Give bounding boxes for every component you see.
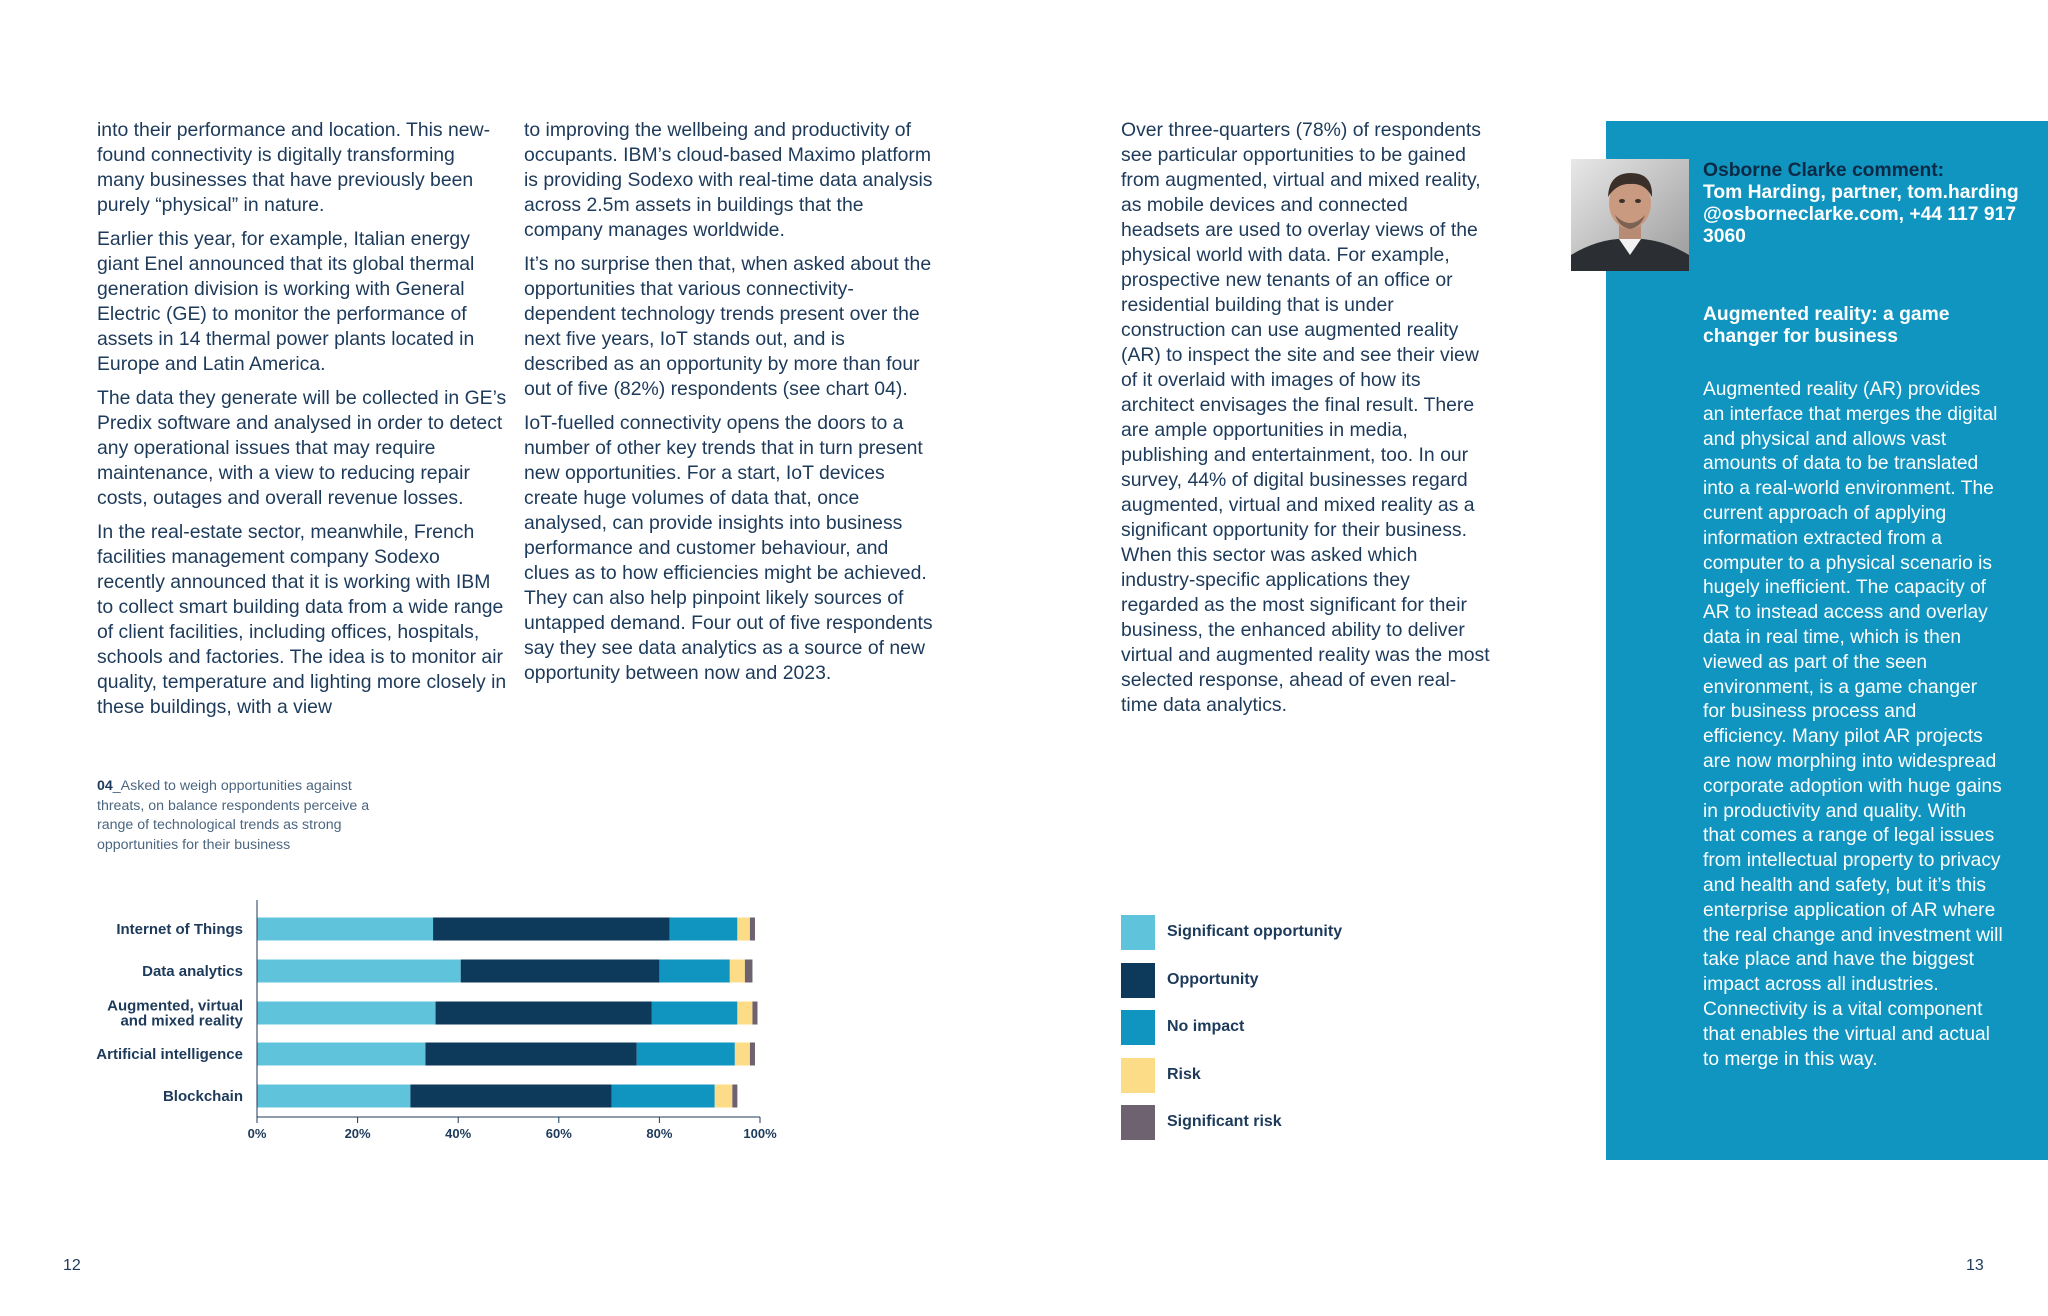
- bar-segment: [637, 1043, 735, 1066]
- category-label: Augmented, virtual: [107, 997, 243, 1015]
- category-label: Internet of Things: [116, 921, 243, 938]
- category-label: and mixed reality: [120, 1012, 243, 1030]
- chart-caption: [97, 777, 397, 855]
- bar-segment: [612, 1085, 715, 1108]
- sidebar-title: Augmented reality: a game changer for business: [1703, 304, 1950, 347]
- comment-heading-block: [1703, 160, 2023, 248]
- bars: [257, 918, 757, 1108]
- legend-item: [1121, 963, 1421, 999]
- bar-segment: [652, 1002, 738, 1025]
- bar-segment: [257, 960, 461, 983]
- bar-segment: [257, 1085, 410, 1108]
- bar-segment: [410, 1085, 611, 1108]
- chart-caption-text: _Asked to weigh opportunities against threats, on balance respondents perceive a range of technological trends as strong opportunities for their business: [97, 778, 370, 853]
- legend-item: [1121, 915, 1421, 951]
- paragraph: In the real-estate sector, meanwhile, French facilities management company Sodexo recently announced that it is working with IBM to collect smart building data from a wide range of client facilities, including offices, hospitals, schools and factories. The idea is to monitor air quality, temperature and lighting more closely in these buildings, with a view: [97, 521, 507, 718]
- category-label: Data analytics: [142, 963, 243, 980]
- bar-segment: [750, 918, 755, 941]
- paragraph: Over three-quarters (78%) of respondents see particular opportunities to be gained from augmented, virtual and mixed reality, as mobile devices and connected headsets are used to overlay views of the physical world with data. For example, prospective new tenants of an office or residential building that is under construction can use augmented reality (AR) to inspect the site and see their view of it overlaid with images of how its architect envisages the final result. There are ample opportunities in media, publishing and entertainment, too. In our survey, 44% of digital businesses regard augmented, virtual and mixed reality as a significant opportunity for their business. When this sector was asked which industry-specific applications they regarded as the most significant for their business, the enhanced ability to deliver virtual and augmented reality was the most selected response, ahead of even real-time data analytics.: [1121, 119, 1490, 716]
- bar-segment: [737, 1002, 752, 1025]
- legend-swatch: [1121, 1105, 1155, 1140]
- category-label: Blockchain: [162, 1088, 243, 1105]
- legend-label: Significant opportunity: [1167, 923, 1343, 940]
- sidebar-body: Augmented reality (AR) provides an interface that merges the digital and physical and allows vast amounts of data to be translated into a real-world environment. The current approach of applying information extracted from a computer to a physical scenario is hugely inefficient. The capacity of AR to instead access and overlay data in real time, which is then viewed as part of the seen environment, is a game changer for business process and efficiency. Many pilot AR projects are now morphing into widespread corporate adoption with huge gains in productivity and quality. With that comes a range of legal issues from intellectual property to privacy and health and safety, but it’s this enterprise application of AR where the real change and investment will take place and have the biggest impact across all industries. Connectivity is a vital component that enables the virtual and actual to merge in this way.: [1703, 379, 2003, 1070]
- x-tick-label: 80%: [646, 1126, 673, 1141]
- stacked-bar-chart: [60, 880, 960, 1200]
- paragraph: The data they generate will be collected in GE’s Predix software and analysed in order to detect any operational issues that may require maintenance, with a view to reducing repair costs, outages and overall revenue losses.: [97, 387, 507, 509]
- paragraph: Earlier this year, for example, Italian energy giant Enel announced that its global thermal generation division is working with General Electric (GE) to monitor the performance of assets in 14 thermal power plants located in Europe and Latin America.: [97, 228, 475, 375]
- x-tick-label: 0%: [247, 1126, 267, 1141]
- left-text-column: [97, 118, 507, 729]
- bar-segment: [737, 918, 750, 941]
- legend-item: [1121, 1058, 1421, 1094]
- bar-segment: [745, 960, 753, 983]
- legend-label: Risk: [1167, 1066, 1201, 1083]
- bar-segment: [669, 918, 737, 941]
- category-labels: [96, 921, 243, 1105]
- chart-number: 04: [97, 778, 113, 794]
- bar-segment: [257, 1043, 426, 1066]
- legend-swatch: [1121, 1010, 1155, 1045]
- legend-label: Significant risk: [1167, 1113, 1282, 1130]
- x-tick-label: 100%: [743, 1126, 777, 1141]
- legend-item: [1121, 1010, 1421, 1046]
- paragraph: IoT-fuelled connectivity opens the doors to a number of other key trends that in turn present new opportunities. For a start, IoT devices create huge volumes of data that, once analysed, can provide insights into business performance and customer behaviour, and clues as to how efficiencies might be achieved. They can also help pinpoint likely sources of untapped demand. Four out of five respondents say they see data analytics as a source of new opportunity between now and 2023.: [524, 412, 933, 684]
- bar-segment: [257, 1002, 436, 1025]
- bar-segment: [659, 960, 729, 983]
- bar-segment: [730, 960, 745, 983]
- bar-segment: [426, 1043, 637, 1066]
- page-number-left: 12: [63, 1257, 81, 1274]
- legend-label: No impact: [1167, 1018, 1245, 1035]
- bar-segment: [752, 1002, 757, 1025]
- x-tick-label: 40%: [445, 1126, 472, 1141]
- legend-label: Opportunity: [1167, 971, 1259, 988]
- comment-author: Tom Harding, partner, tom.harding @osborneclarke.com, +44 117 917 3060: [1703, 182, 2019, 247]
- x-tick-label: 20%: [344, 1126, 371, 1141]
- paragraph: to improving the wellbeing and productivity of occupants. IBM’s cloud-based Maximo platform is providing Sodexo with real-time data analysis across 2.5m assets in buildings that the company manages worldwide.: [524, 119, 933, 241]
- paragraph: into their performance and location. This new-found connectivity is digitally transforming many businesses that have previously been purely “physical” in nature.: [97, 119, 491, 216]
- category-label: Artificial intelligence: [96, 1046, 243, 1063]
- legend-swatch: [1121, 963, 1155, 998]
- legend-swatch: [1121, 1058, 1155, 1093]
- bar-segment: [732, 1085, 737, 1108]
- bar-segment: [436, 1002, 652, 1025]
- bar-segment: [735, 1043, 750, 1066]
- bar-segment: [715, 1085, 733, 1108]
- middle-text-column: [524, 118, 934, 695]
- legend-swatch: [1121, 915, 1155, 950]
- bar-segment: [461, 960, 660, 983]
- bar-segment: [750, 1043, 755, 1066]
- comment-heading: Osborne Clarke comment:: [1703, 160, 1945, 181]
- bar-segment: [257, 918, 433, 941]
- bar-segment: [433, 918, 669, 941]
- right-text-column: [1121, 118, 1491, 727]
- legend-item: [1121, 1105, 1421, 1141]
- author-portrait: [1571, 159, 1689, 271]
- x-tick-label: 60%: [545, 1126, 572, 1141]
- page-number-right: 13: [1966, 1257, 1984, 1274]
- paragraph: It’s no surprise then that, when asked about the opportunities that various connectivity-dependent technology trends present over the next five years, IoT stands out, and is described as an opportunity by more than four out of five (82%) respondents (see chart 04).: [524, 253, 932, 400]
